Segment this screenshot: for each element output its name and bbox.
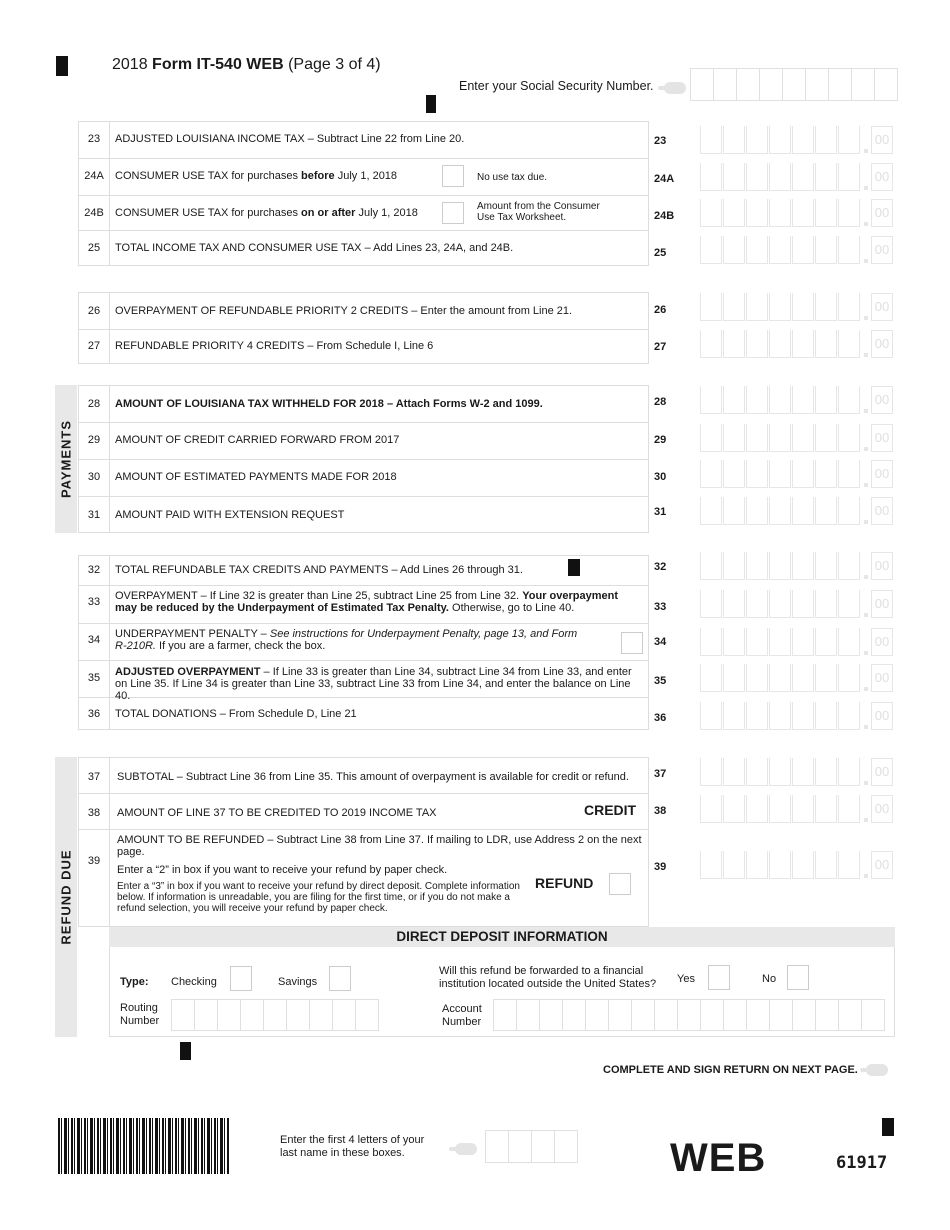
line-number: 24A (84, 170, 104, 182)
web-label: WEB (670, 1136, 767, 1180)
paper-check-text: Enter a “2” in box if you want to receive your refund by paper check. (117, 864, 448, 876)
line-number-right: 37 (654, 768, 667, 780)
credit-label: CREDIT (584, 802, 637, 818)
worksheet-checkbox[interactable] (442, 202, 464, 224)
farmer-checkbox[interactable] (621, 632, 643, 654)
line-number: 25 (87, 242, 101, 254)
direct-deposit-text: Enter a “3” in box if you want to receive your refund by direct deposit. Complete information below. If information is unreadable, you are filing for the first time, or if you do not make a refund selection, you will receive your refund by paper check. (117, 881, 520, 914)
amount-field[interactable] (700, 293, 892, 323)
line-34-text: UNDERPAYMENT PENALTY – See instructions for Underpayment Penalty, page 13, and Form R-210R. If you are a farmer, check the box. (115, 628, 578, 652)
amount-field[interactable] (700, 628, 892, 658)
cents-box: 00 (871, 126, 893, 154)
refund-method-box[interactable] (609, 873, 631, 895)
registration-mark (426, 95, 436, 113)
amount-field[interactable] (700, 552, 892, 582)
line-28-text: AMOUNT OF LOUISIANA TAX WITHHELD FOR 2018 – Attach Forms W-2 and 1099. (115, 398, 543, 410)
no-label: No (762, 973, 777, 985)
pointing-hand-icon (866, 1064, 888, 1076)
no-checkbox[interactable] (787, 965, 809, 990)
registration-mark (56, 56, 68, 76)
cents-box: 00 (871, 702, 893, 730)
cents-box: 00 (871, 460, 893, 488)
line-number: 33 (87, 596, 101, 608)
account-number-input[interactable] (493, 999, 885, 1031)
line-number-right: 26 (654, 304, 667, 316)
line-number: 39 (87, 855, 101, 867)
line-number: 28 (87, 398, 101, 410)
line-25-text: TOTAL INCOME TAX AND CONSUMER USE TAX – Add Lines 23, 24A, and 24B. (115, 242, 514, 254)
yes-label: Yes (677, 973, 695, 985)
cents-box: 00 (871, 293, 893, 321)
amount-field[interactable] (700, 851, 892, 881)
amount-field[interactable] (700, 664, 892, 694)
worksheet-label: Amount from the Consumer Use Tax Worksheet. (477, 201, 600, 223)
line-37-text: SUBTOTAL – Subtract Line 36 from Line 35. This amount of overpayment is available for credit or refund. (117, 771, 629, 783)
line-number-right: 31 (654, 506, 667, 518)
line-number: 26 (87, 305, 101, 317)
line-number: 30 (87, 471, 101, 483)
routing-label: Routing Number (120, 1002, 160, 1027)
last-name-input[interactable] (485, 1130, 578, 1163)
checking-label: Checking (171, 976, 217, 988)
savings-label: Savings (278, 976, 318, 988)
line-39-text: AMOUNT TO BE REFUNDED – Subtract Line 38 from Line 37. If mailing to LDR, use Address 2 on the next page. (117, 834, 642, 858)
cents-box: 00 (871, 851, 893, 879)
line-33-text: OVERPAYMENT – If Line 32 is greater than Line 25, subtract Line 25 from Line 32. Your overpayment may be reduced by the Underpayment of Estimated Tax Penalty. Otherwise, go to Line 40. (115, 590, 619, 614)
amount-field[interactable] (700, 758, 892, 788)
line-35-text: ADJUSTED OVERPAYMENT – If Line 33 is greater than Line 34, subtract Line 34 from Line 33, and enter on Line 35. If Line 34 is greater than Line 33, subtract Line 33 from Line 34, and enter the balance on Line 40. (115, 666, 632, 702)
account-label: Account Number (442, 1003, 482, 1028)
line-number-right: 38 (654, 805, 667, 817)
pointing-hand-icon (664, 82, 686, 94)
line-number-right: 33 (654, 601, 667, 613)
amount-field[interactable] (700, 424, 892, 454)
direct-deposit-title: DIRECT DEPOSIT INFORMATION (396, 929, 608, 944)
line-number: 29 (87, 434, 101, 446)
amount-field[interactable] (700, 330, 892, 360)
line-24b-text: CONSUMER USE TAX for purchases on or after July 1, 2018 (115, 207, 418, 219)
amount-field[interactable] (700, 460, 892, 490)
account-type-label: Type: (120, 976, 149, 988)
amount-field[interactable] (700, 126, 892, 156)
amount-field[interactable] (700, 590, 892, 620)
credits-section (78, 292, 649, 364)
line-number-right: 35 (654, 675, 667, 687)
cents-box: 00 (871, 552, 893, 580)
amount-field[interactable] (700, 795, 892, 825)
line-32-text: TOTAL REFUNDABLE TAX CREDITS AND PAYMENTS – Add Lines 26 through 31. (115, 564, 523, 576)
refund-section (78, 757, 649, 927)
line-23-text: ADJUSTED LOUISIANA INCOME TAX – Subtract Line 22 from Line 20. (115, 133, 465, 145)
form-code: 61917 (836, 1153, 888, 1173)
payments-section (78, 385, 649, 533)
line-number-right: 24B (654, 210, 675, 222)
last-name-instruction: Enter the first 4 letters of your last name in these boxes. (280, 1134, 425, 1159)
savings-checkbox[interactable] (329, 966, 351, 991)
amount-field[interactable] (700, 386, 892, 416)
line-36-text: TOTAL DONATIONS – From Schedule D, Line 21 (115, 708, 357, 720)
line-24a-text: CONSUMER USE TAX for purchases before July 1, 2018 (115, 170, 398, 182)
cents-box: 00 (871, 330, 893, 358)
line-26-text: OVERPAYMENT OF REFUNDABLE PRIORITY 2 CREDITS – Enter the amount from Line 21. (115, 305, 573, 317)
yes-checkbox[interactable] (708, 965, 730, 990)
form-page: (Page 3 of 4) (288, 56, 381, 73)
pointing-hand-icon (455, 1143, 477, 1155)
line-number-right: 25 (654, 247, 667, 259)
line-number: 38 (87, 807, 101, 819)
form-year: 2018 (112, 56, 148, 73)
cents-box: 00 (871, 424, 893, 452)
amount-field[interactable] (700, 702, 892, 732)
line-number: 36 (87, 708, 101, 720)
line-number-right: 36 (654, 712, 667, 724)
ssn-input[interactable] (690, 68, 898, 101)
checking-checkbox[interactable] (230, 966, 252, 991)
cents-box: 00 (871, 664, 893, 692)
sign-instruction: COMPLETE AND SIGN RETURN ON NEXT PAGE. (603, 1064, 858, 1076)
refund-side-label: REFUND DUE (55, 757, 77, 1037)
line-number: 27 (87, 340, 101, 352)
registration-mark (882, 1118, 894, 1136)
amount-field[interactable] (700, 199, 892, 229)
cents-box: 00 (871, 590, 893, 618)
line-number: 24B (84, 207, 104, 219)
line-number-right: 29 (654, 434, 667, 446)
cents-box: 00 (871, 795, 893, 823)
cents-box: 00 (871, 163, 893, 191)
line-number-right: 32 (654, 561, 667, 573)
routing-number-input[interactable] (171, 999, 379, 1031)
page-title (112, 56, 381, 74)
line-30-text: AMOUNT OF ESTIMATED PAYMENTS MADE FOR 2018 (115, 471, 397, 483)
line-number: 32 (87, 564, 101, 576)
line-38-text: AMOUNT OF LINE 37 TO BE CREDITED TO 2019 INCOME TAX (117, 807, 437, 819)
line-number: 34 (87, 634, 101, 646)
form-name: Form IT-540 WEB (152, 56, 284, 73)
amount-field[interactable] (700, 163, 892, 193)
tax-section (78, 121, 649, 266)
line-number-right: 27 (654, 341, 667, 353)
cents-box: 00 (871, 236, 893, 264)
line-number: 23 (87, 133, 101, 145)
cents-box: 00 (871, 199, 893, 227)
payments-side-label: PAYMENTS (55, 385, 77, 533)
cents-box: 00 (871, 758, 893, 786)
line-number-right: 39 (654, 861, 667, 873)
barcode (58, 1118, 230, 1174)
amount-field[interactable] (700, 497, 892, 527)
line-number: 35 (87, 672, 101, 684)
cents-box: 00 (871, 386, 893, 414)
line-31-text: AMOUNT PAID WITH EXTENSION REQUEST (115, 509, 345, 521)
no-use-tax-checkbox[interactable] (442, 165, 464, 187)
registration-mark (180, 1042, 191, 1060)
line-number-right: 24A (654, 173, 675, 185)
cents-box: 00 (871, 497, 893, 525)
line-number-right: 34 (654, 636, 667, 648)
line-number: 31 (87, 509, 101, 521)
line-number-right: 30 (654, 471, 667, 483)
cents-box: 00 (871, 628, 893, 656)
line-number: 37 (87, 771, 101, 783)
line-27-text: REFUNDABLE PRIORITY 4 CREDITS – From Schedule I, Line 6 (115, 340, 434, 352)
ssn-label: Enter your Social Security Number. (459, 79, 654, 93)
line-number-right: 23 (654, 135, 667, 147)
refund-label: REFUND (535, 875, 594, 891)
line-number-right: 28 (654, 396, 667, 408)
foreign-bank-question: Will this refund be forwarded to a financial institution located outside the United States? (439, 965, 657, 990)
amount-field[interactable] (700, 236, 892, 266)
no-use-tax-label: No use tax due. (477, 172, 548, 183)
overpayment-section (78, 555, 649, 730)
line-29-text: AMOUNT OF CREDIT CARRIED FORWARD FROM 2017 (115, 434, 400, 446)
